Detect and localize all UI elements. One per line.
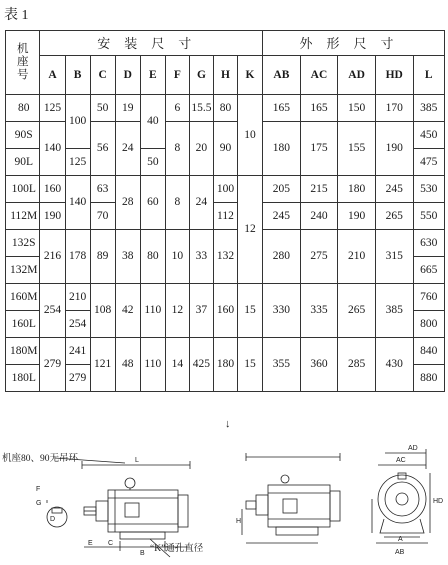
cell-E: 60 bbox=[140, 176, 165, 230]
cell-base: 90L bbox=[6, 149, 40, 176]
cell-L: 800 bbox=[413, 311, 444, 338]
cell-H: 100 bbox=[213, 176, 237, 203]
cell-AB: 165 bbox=[263, 95, 301, 122]
dim-label: HD bbox=[433, 498, 444, 505]
col-header: B bbox=[65, 56, 90, 95]
col-header: C bbox=[90, 56, 115, 95]
dim-label: AB bbox=[395, 549, 405, 556]
dim-label: AC bbox=[396, 457, 406, 464]
cell-E: 50 bbox=[140, 149, 165, 176]
cell-G: 33 bbox=[189, 230, 213, 284]
cell-L: 450 bbox=[413, 122, 444, 149]
cell-AC: 240 bbox=[300, 203, 338, 230]
cell-G: 425 bbox=[189, 338, 213, 392]
cell-AD: 150 bbox=[338, 95, 376, 122]
cell-A: 254 bbox=[40, 284, 65, 338]
cell-B: 241 bbox=[65, 338, 90, 365]
cell-B: 125 bbox=[65, 149, 90, 176]
cell-base: 160L bbox=[6, 311, 40, 338]
cell-base: 80 bbox=[6, 95, 40, 122]
cell-AC: 215 bbox=[300, 176, 338, 203]
cell-AC: 275 bbox=[300, 230, 338, 284]
cell-B: 210 bbox=[65, 284, 90, 311]
cell-D: 38 bbox=[115, 230, 140, 284]
motor-side-view-left bbox=[82, 461, 190, 557]
cell-L: 840 bbox=[413, 338, 444, 365]
cell-L: 385 bbox=[413, 95, 444, 122]
cell-C: 56 bbox=[90, 122, 115, 176]
header-outline-group: 外形尺寸 bbox=[263, 31, 445, 56]
cell-AD: 285 bbox=[338, 338, 376, 392]
cell-H: 80 bbox=[213, 95, 237, 122]
cell-AB: 245 bbox=[263, 203, 301, 230]
cell-base: 160M bbox=[6, 284, 40, 311]
cell-H: 90 bbox=[213, 122, 237, 176]
cell-AB: 180 bbox=[263, 122, 301, 176]
cell-G: 20 bbox=[189, 122, 213, 176]
cell-B: 100 bbox=[65, 95, 90, 149]
cell-F: 6 bbox=[165, 95, 189, 122]
dim-label: H bbox=[236, 518, 242, 525]
dim-label: B bbox=[140, 550, 145, 557]
cell-C: 89 bbox=[90, 230, 115, 284]
cell-E: 110 bbox=[140, 284, 165, 338]
cell-C: 108 bbox=[90, 284, 115, 338]
cell-AD: 155 bbox=[338, 122, 376, 176]
cell-K: 15 bbox=[237, 284, 262, 338]
cell-HD: 170 bbox=[375, 95, 413, 122]
cell-AC: 175 bbox=[300, 122, 338, 176]
col-header: H bbox=[213, 56, 237, 95]
cell-F: 12 bbox=[165, 284, 189, 338]
note-k-hole: “K”通孔直径 bbox=[150, 544, 204, 554]
dimension-table bbox=[5, 30, 445, 392]
cell-base: 132M bbox=[6, 257, 40, 284]
cell-AB: 330 bbox=[263, 284, 301, 338]
cell-AB: 355 bbox=[263, 338, 301, 392]
cell-D: 28 bbox=[115, 176, 140, 230]
cell-A: 160 bbox=[40, 176, 65, 203]
cell-HD: 385 bbox=[375, 284, 413, 338]
cell-L: 630 bbox=[413, 230, 444, 257]
cell-K: 15 bbox=[237, 338, 262, 392]
cell-H: 180 bbox=[213, 338, 237, 392]
cell-AC: 360 bbox=[300, 338, 338, 392]
col-header: AC bbox=[300, 56, 338, 95]
dim-label: E bbox=[88, 540, 93, 547]
cell-A: 216 bbox=[40, 230, 65, 284]
cell-D: 42 bbox=[115, 284, 140, 338]
cell-K: 12 bbox=[237, 176, 262, 284]
cell-D: 48 bbox=[115, 338, 140, 392]
cell-L: 530 bbox=[413, 176, 444, 203]
cell-H: 112 bbox=[213, 203, 237, 230]
table-row bbox=[6, 338, 445, 365]
col-header: F bbox=[165, 56, 189, 95]
cell-AD: 210 bbox=[338, 230, 376, 284]
cell-AD: 265 bbox=[338, 284, 376, 338]
cell-F: 8 bbox=[165, 176, 189, 230]
cell-B: 178 bbox=[65, 230, 90, 284]
col-header: K bbox=[237, 56, 262, 95]
cell-AD: 180 bbox=[338, 176, 376, 203]
note-no-lifting-ring: 机座80、90无吊环 bbox=[2, 454, 79, 464]
col-header: L bbox=[413, 56, 444, 95]
cell-A: 190 bbox=[40, 203, 65, 230]
cell-HD: 265 bbox=[375, 203, 413, 230]
cell-D: 24 bbox=[115, 122, 140, 176]
cell-B: 279 bbox=[65, 365, 90, 392]
table-row bbox=[6, 95, 445, 122]
cell-B: 254 bbox=[65, 311, 90, 338]
dim-label: G bbox=[36, 500, 42, 507]
cell-L: 475 bbox=[413, 149, 444, 176]
dim-label: D bbox=[50, 516, 56, 523]
dim-label: C bbox=[108, 540, 114, 547]
cell-L: 550 bbox=[413, 203, 444, 230]
motor-side-view-right bbox=[242, 453, 340, 543]
motor-outline-drawings bbox=[0, 425, 448, 565]
cell-AD: 190 bbox=[338, 203, 376, 230]
cell-C: 121 bbox=[90, 338, 115, 392]
cell-base: 90S bbox=[6, 122, 40, 149]
cell-base: 132S bbox=[6, 230, 40, 257]
table-caption: 表 1 bbox=[4, 8, 29, 23]
cell-L: 880 bbox=[413, 365, 444, 392]
header-install-group: 安装尺寸 bbox=[40, 31, 263, 56]
header-base: 机 座 号 bbox=[6, 31, 40, 95]
cell-E: 110 bbox=[140, 338, 165, 392]
cell-B: 140 bbox=[65, 176, 90, 230]
cell-F: 14 bbox=[165, 338, 189, 392]
cell-A: 125 bbox=[40, 95, 65, 122]
cell-AB: 280 bbox=[263, 230, 301, 284]
cell-H: 132 bbox=[213, 230, 237, 284]
cell-E: 40 bbox=[140, 95, 165, 149]
cell-L: 665 bbox=[413, 257, 444, 284]
cell-base: 180M bbox=[6, 338, 40, 365]
cell-H: 160 bbox=[213, 284, 237, 338]
cell-base: 180L bbox=[6, 365, 40, 392]
col-header: AB bbox=[263, 56, 301, 95]
dim-label: AD bbox=[408, 445, 418, 452]
table-row bbox=[6, 230, 445, 257]
dim-label: A bbox=[398, 536, 403, 543]
col-header: A bbox=[40, 56, 65, 95]
cell-AC: 335 bbox=[300, 284, 338, 338]
col-header: G bbox=[189, 56, 213, 95]
cell-HD: 245 bbox=[375, 176, 413, 203]
cell-F: 8 bbox=[165, 122, 189, 176]
cell-G: 37 bbox=[189, 284, 213, 338]
cell-AB: 205 bbox=[263, 176, 301, 203]
cell-A: 140 bbox=[40, 122, 65, 176]
cell-E: 80 bbox=[140, 230, 165, 284]
col-header: D bbox=[115, 56, 140, 95]
cell-L: 760 bbox=[413, 284, 444, 311]
cell-AC: 165 bbox=[300, 95, 338, 122]
cell-HD: 430 bbox=[375, 338, 413, 392]
col-header: HD bbox=[375, 56, 413, 95]
col-header: E bbox=[140, 56, 165, 95]
dim-label: L bbox=[135, 457, 139, 464]
cell-HD: 315 bbox=[375, 230, 413, 284]
cell-C: 70 bbox=[90, 203, 115, 230]
down-arrow: ↓ bbox=[225, 418, 231, 430]
cell-F: 10 bbox=[165, 230, 189, 284]
cell-K: 10 bbox=[237, 95, 262, 176]
cell-D: 19 bbox=[115, 95, 140, 122]
col-header: AD bbox=[338, 56, 376, 95]
cell-HD: 190 bbox=[375, 122, 413, 176]
table-row bbox=[6, 284, 445, 311]
dim-label: F bbox=[36, 486, 41, 493]
cell-G: 24 bbox=[189, 176, 213, 230]
cell-A: 279 bbox=[40, 338, 65, 392]
cell-C: 50 bbox=[90, 95, 115, 122]
cell-G: 15.5 bbox=[189, 95, 213, 122]
cell-base: 112M bbox=[6, 203, 40, 230]
cell-C: 63 bbox=[90, 176, 115, 203]
table-row bbox=[6, 176, 445, 203]
cell-base: 100L bbox=[6, 176, 40, 203]
